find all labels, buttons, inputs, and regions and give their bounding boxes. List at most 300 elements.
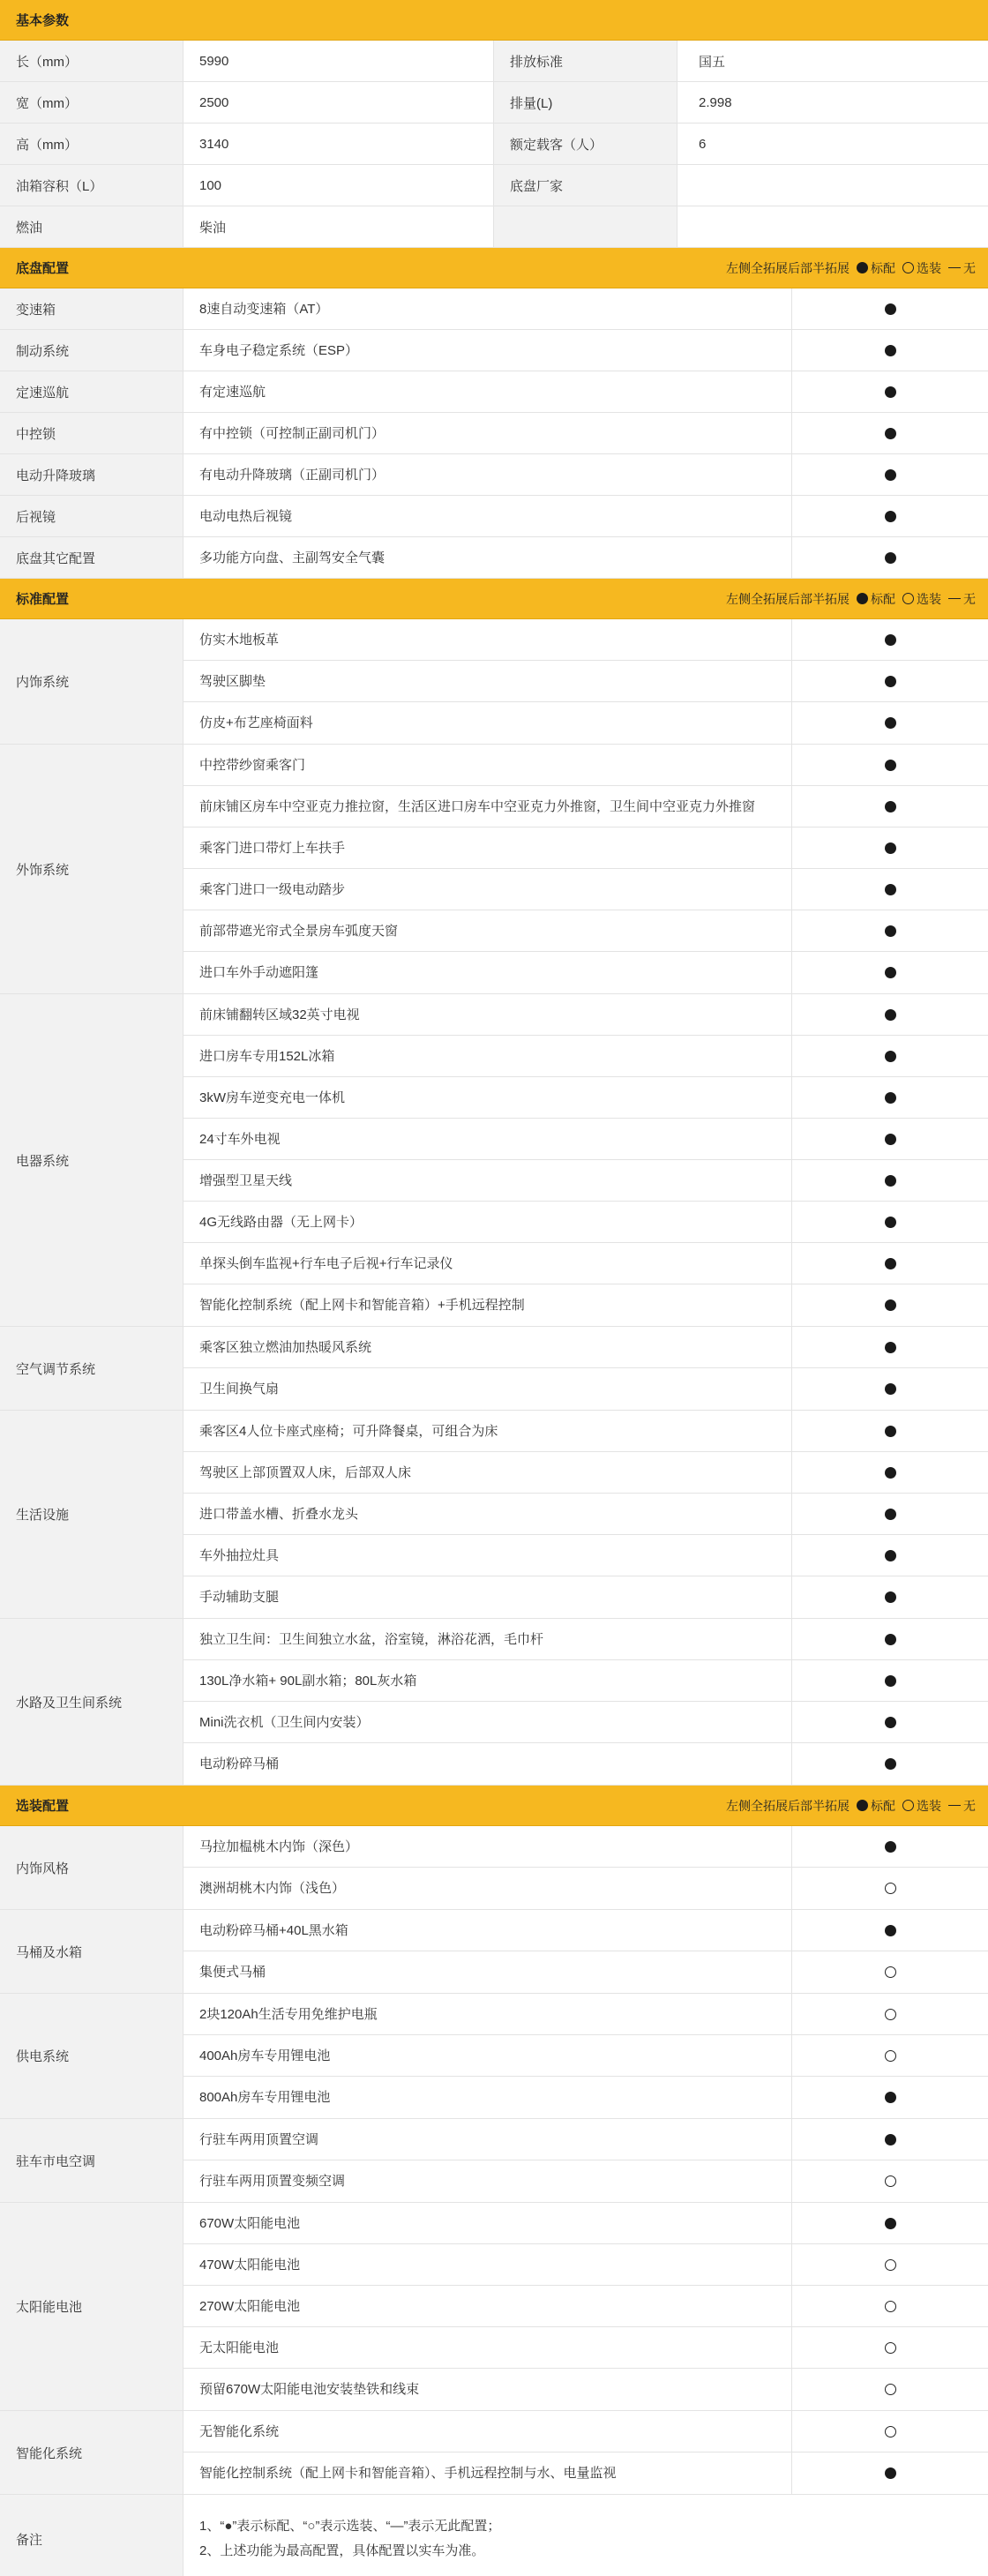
table-row [183, 952, 988, 993]
filled-circle-icon [885, 717, 896, 729]
legend-standard: 标配 [871, 260, 895, 275]
param-value: 5990 [183, 41, 494, 81]
param-value [677, 165, 988, 206]
availability-cell [792, 2077, 988, 2118]
group-label: 马桶及水箱 [0, 1910, 183, 1993]
availability-cell [792, 1452, 988, 1493]
table-row [183, 2369, 988, 2410]
filled-circle-icon [885, 634, 896, 646]
table-row [183, 1119, 988, 1160]
param-label: 底盘厂家 [494, 165, 677, 206]
config-desc: 单探头倒车监视+行车电子后视+行车记录仪 [183, 1243, 792, 1284]
config-desc: 集便式马桶 [183, 1951, 792, 1993]
config-desc: 有中控锁（可控制正副司机门） [183, 413, 792, 453]
param-label: 排放标准 [494, 41, 677, 81]
config-group [0, 1411, 988, 1619]
availability-cell [792, 1243, 988, 1284]
config-desc: 电动电热后视镜 [183, 496, 792, 536]
availability-cell [792, 1160, 988, 1201]
table-row [183, 910, 988, 952]
config-desc: 车外抽拉灶具 [183, 1535, 792, 1576]
table-row [183, 1660, 988, 1702]
table-row [183, 2160, 988, 2202]
table-row [183, 2203, 988, 2244]
availability-cell [792, 1994, 988, 2034]
filled-circle-icon [885, 1634, 896, 1645]
table-row [183, 1368, 988, 1410]
group-items [183, 2203, 988, 2410]
availability-cell [792, 1494, 988, 1534]
table-row [0, 165, 988, 206]
availability-cell [792, 827, 988, 868]
open-circle-icon [885, 2050, 896, 2062]
table-row [0, 41, 988, 82]
filled-circle-icon [885, 2092, 896, 2103]
group-label: 供电系统 [0, 1994, 183, 2118]
group-label: 水路及卫生间系统 [0, 1619, 183, 1785]
filled-circle-icon [885, 1092, 896, 1104]
filled-circle-icon [885, 1051, 896, 1062]
config-desc: 3kW房车逆变充电一体机 [183, 1077, 792, 1118]
group-items [183, 619, 988, 744]
config-desc: 智能化控制系统（配上网卡和智能音箱）、手机远程控制与水、电量监视 [183, 2452, 792, 2494]
param-value [677, 206, 988, 247]
availability-cell [792, 2160, 988, 2202]
basic-section-header [0, 0, 988, 41]
group-items [183, 1826, 988, 1909]
config-group [0, 2203, 988, 2411]
availability-cell [792, 1119, 988, 1159]
open-circle-icon [885, 2426, 896, 2437]
param-label: 燃油 [0, 206, 183, 247]
config-desc: Mini洗衣机（卫生间内安装） [183, 1702, 792, 1742]
legend-standard: 标配 [871, 1798, 895, 1813]
param-label: 高（mm） [0, 124, 183, 164]
table-row [183, 1494, 988, 1535]
filled-circle-icon [885, 925, 896, 937]
group-items [183, 1327, 988, 1410]
legend-optional: 选装 [917, 1798, 941, 1813]
availability-cell [792, 413, 988, 453]
availability-cell [792, 2203, 988, 2243]
config-desc: 独立卫生间：卫生间独立水盆，浴室镜，淋浴花洒，毛巾杆 [183, 1619, 792, 1659]
remark-line-1: 1、“●”表示标配、“○”表示选装、“—”表示无此配置； [199, 2519, 501, 2534]
table-row [183, 702, 988, 744]
remark-line-2: 2、上述功能为最高配置，具体配置以实车为准。 [199, 2543, 485, 2558]
table-row [183, 1202, 988, 1243]
filled-circle-icon [885, 2134, 896, 2145]
filled-circle-icon [885, 1467, 896, 1479]
param-label: 宽（mm） [0, 82, 183, 123]
legend-optional: 选装 [917, 591, 941, 606]
param-value: 柴油 [183, 206, 494, 247]
availability-cell [792, 869, 988, 910]
group-items [183, 1910, 988, 1993]
availability-cell [792, 661, 988, 701]
config-group [0, 1910, 988, 1994]
config-desc: 乘客门进口带灯上车扶手 [183, 827, 792, 868]
config-desc: 驾驶区脚垫 [183, 661, 792, 701]
table-row [183, 994, 988, 1036]
config-label: 电动升降玻璃 [0, 454, 183, 495]
table-row [183, 2411, 988, 2452]
availability-cell [792, 1660, 988, 1701]
availability-cell [792, 2327, 988, 2368]
config-desc: 手动辅助支腿 [183, 1576, 792, 1618]
filled-circle-icon [885, 1758, 896, 1770]
param-value: 2.998 [699, 94, 732, 110]
dash-icon [948, 598, 961, 600]
param-label: 额定载客（人） [494, 124, 677, 164]
filled-circle-icon [885, 1134, 896, 1145]
legend-none: 无 [963, 591, 976, 606]
filled-circle-icon [857, 593, 868, 604]
config-desc: 澳洲胡桃木内饰（浅色） [183, 1868, 792, 1909]
group-label: 外饰系统 [0, 745, 183, 993]
config-label: 制动系统 [0, 330, 183, 371]
config-desc: 电动粉碎马桶 [183, 1743, 792, 1785]
config-desc: 有定速巡航 [183, 371, 792, 412]
config-desc: 乘客门进口一级电动踏步 [183, 869, 792, 910]
config-desc: 800Ah房车专用锂电池 [183, 2077, 792, 2118]
filled-circle-icon [857, 262, 868, 273]
availability-cell [792, 1036, 988, 1076]
config-desc: 400Ah房车专用锂电池 [183, 2035, 792, 2076]
filled-circle-icon [885, 1591, 896, 1603]
availability-cell [792, 496, 988, 536]
config-desc: 270W太阳能电池 [183, 2286, 792, 2326]
table-row [183, 1452, 988, 1494]
group-items [183, 2411, 988, 2494]
availability-cell [792, 1702, 988, 1742]
table-row [183, 661, 988, 702]
standard-section-header [0, 579, 988, 619]
table-row [0, 454, 988, 496]
group-label: 内饰系统 [0, 619, 183, 744]
table-row [183, 869, 988, 910]
availability-cell [792, 2035, 988, 2076]
dash-icon [948, 1805, 961, 1807]
config-label: 中控锁 [0, 413, 183, 453]
availability-cell [792, 454, 988, 495]
config-desc: 前床铺区房车中空亚克力推拉窗，生活区进口房车中空亚克力外推窗，卫生间中空亚克力外推窗 [183, 786, 792, 827]
config-desc: 马拉加榅桃木内饰（深色） [183, 1826, 792, 1867]
open-circle-icon [885, 2175, 896, 2187]
table-row [183, 1327, 988, 1368]
table-row [183, 1619, 988, 1660]
chassis-section-header [0, 248, 988, 288]
table-row [183, 2244, 988, 2286]
filled-circle-icon [885, 303, 896, 315]
config-group [0, 994, 988, 1327]
basic-params-table [0, 41, 988, 248]
availability-cell [792, 1619, 988, 1659]
param-value: 2500 [183, 82, 494, 123]
group-items [183, 1619, 988, 1785]
filled-circle-icon [885, 345, 896, 356]
table-row [183, 1243, 988, 1284]
config-desc: 中控带纱窗乘客门 [183, 745, 792, 785]
group-label: 智能化系统 [0, 2411, 183, 2494]
section-title: 标准配置 [16, 592, 70, 607]
table-row [183, 1702, 988, 1743]
table-row [0, 330, 988, 371]
table-row [183, 786, 988, 827]
config-desc: 行驻车两用顶置空调 [183, 2119, 792, 2160]
legend-note: 左侧全拓展后部半拓展 [726, 1798, 850, 1813]
table-row [183, 2327, 988, 2369]
table-row [0, 206, 988, 248]
group-items [183, 2119, 988, 2202]
table-row [0, 82, 988, 124]
config-desc: 预留670W太阳能电池安装垫铁和线束 [183, 2369, 792, 2410]
group-label: 空气调节系统 [0, 1327, 183, 1410]
table-row [183, 2077, 988, 2118]
open-circle-icon [885, 2009, 896, 2020]
table-row [183, 1411, 988, 1452]
filled-circle-icon [857, 1800, 868, 1811]
config-label: 变速箱 [0, 288, 183, 329]
filled-circle-icon [885, 842, 896, 854]
config-desc: 2块120Ah生活专用免维护电瓶 [183, 1994, 792, 2034]
availability-cell [792, 1576, 988, 1618]
availability-cell [792, 371, 988, 412]
open-circle-icon [885, 1883, 896, 1894]
group-items [183, 994, 988, 1326]
config-group [0, 1826, 988, 1910]
availability-cell [792, 330, 988, 371]
legend-optional: 选装 [917, 260, 941, 275]
filled-circle-icon [885, 1009, 896, 1021]
availability-cell [792, 994, 988, 1035]
param-label: 油箱容积（L） [0, 165, 183, 206]
open-circle-icon [885, 2259, 896, 2271]
config-desc: 进口车外手动遮阳篷 [183, 952, 792, 993]
config-desc: 无太阳能电池 [183, 2327, 792, 2368]
availability-cell [792, 2369, 988, 2410]
availability-cell [792, 619, 988, 660]
open-circle-icon [902, 1800, 914, 1811]
legend-none: 无 [963, 1798, 976, 1813]
table-row [183, 1826, 988, 1868]
legend [726, 1797, 976, 1815]
group-label: 电器系统 [0, 994, 183, 1326]
table-row [183, 745, 988, 786]
config-desc: 驾驶区上部顶置双人床，后部双人床 [183, 1452, 792, 1493]
availability-cell [792, 786, 988, 827]
config-desc: 车身电子稳定系统（ESP） [183, 330, 792, 371]
table-row [183, 2452, 988, 2494]
availability-cell [792, 1535, 988, 1576]
section-title: 基本参数 [16, 13, 70, 28]
filled-circle-icon [885, 469, 896, 481]
availability-cell [792, 1368, 988, 1410]
availability-cell [792, 745, 988, 785]
availability-cell [792, 2286, 988, 2326]
config-desc: 仿实木地板革 [183, 619, 792, 660]
config-desc: 130L净水箱+ 90L副水箱；80L灰水箱 [183, 1660, 792, 1701]
open-circle-icon [902, 262, 914, 273]
remark-label: 备注 [0, 2495, 183, 2576]
config-group [0, 1327, 988, 1411]
config-label: 后视镜 [0, 496, 183, 536]
open-circle-icon [885, 2384, 896, 2395]
config-desc: 前床铺翻转区域32英寸电视 [183, 994, 792, 1035]
legend [726, 590, 976, 608]
section-title: 底盘配置 [16, 261, 70, 276]
filled-circle-icon [885, 1675, 896, 1687]
open-circle-icon [902, 593, 914, 604]
config-group [0, 1619, 988, 1786]
open-circle-icon [885, 2301, 896, 2312]
filled-circle-icon [885, 386, 896, 398]
table-row [0, 413, 988, 454]
legend-standard: 标配 [871, 591, 895, 606]
config-desc: 8速自动变速箱（AT） [183, 288, 792, 329]
filled-circle-icon [885, 1175, 896, 1187]
table-row [183, 1077, 988, 1119]
config-desc: 仿皮+布艺座椅面料 [183, 702, 792, 744]
config-desc: 有电动升降玻璃（正副司机门） [183, 454, 792, 495]
availability-cell [792, 2452, 988, 2494]
config-desc: 电动粉碎马桶+40L黑水箱 [183, 1910, 792, 1951]
group-items [183, 1994, 988, 2118]
filled-circle-icon [885, 552, 896, 564]
group-label: 生活设施 [0, 1411, 183, 1618]
table-row [183, 1284, 988, 1326]
table-row [183, 1994, 988, 2035]
availability-cell [792, 288, 988, 329]
table-row [183, 1910, 988, 1951]
filled-circle-icon [885, 1299, 896, 1311]
table-row [183, 1868, 988, 1909]
table-row [183, 1951, 988, 1993]
legend [726, 259, 976, 277]
filled-circle-icon [885, 801, 896, 812]
param-label: 排量(L) [494, 82, 677, 123]
config-desc: 卫生间换气扇 [183, 1368, 792, 1410]
filled-circle-icon [885, 967, 896, 978]
param-value: 100 [183, 165, 494, 206]
table-row [0, 371, 988, 413]
filled-circle-icon [885, 884, 896, 895]
table-row [0, 496, 988, 537]
table-row [183, 1160, 988, 1202]
availability-cell [792, 1951, 988, 1993]
availability-cell [792, 910, 988, 951]
filled-circle-icon [885, 1383, 896, 1395]
availability-cell [792, 1284, 988, 1326]
optional-section-header [0, 1786, 988, 1826]
availability-cell [792, 2119, 988, 2160]
config-desc: 无智能化系统 [183, 2411, 792, 2452]
config-desc: 进口房车专用152L冰箱 [183, 1036, 792, 1076]
config-desc: 前部带遮光帘式全景房车弧度天窗 [183, 910, 792, 951]
availability-cell [792, 952, 988, 993]
config-desc: 进口带盖水槽、折叠水龙头 [183, 1494, 792, 1534]
config-group [0, 745, 988, 994]
table-row [0, 288, 988, 330]
filled-circle-icon [885, 1717, 896, 1728]
availability-cell [792, 1202, 988, 1242]
config-group [0, 619, 988, 745]
remark-row [0, 2495, 988, 2576]
availability-cell [792, 1826, 988, 1867]
filled-circle-icon [885, 1509, 896, 1520]
config-label: 定速巡航 [0, 371, 183, 412]
availability-cell [792, 1743, 988, 1785]
dash-icon [948, 267, 961, 269]
group-label: 内饰风格 [0, 1826, 183, 1909]
table-row [183, 827, 988, 869]
section-title: 选装配置 [16, 1799, 70, 1814]
config-desc: 增强型卫星天线 [183, 1160, 792, 1201]
table-row [183, 1576, 988, 1618]
availability-cell [792, 1868, 988, 1909]
filled-circle-icon [885, 511, 896, 522]
config-desc: 智能化控制系统（配上网卡和智能音箱）+手机远程控制 [183, 1284, 792, 1326]
filled-circle-icon [885, 1550, 896, 1561]
param-label [494, 206, 677, 247]
config-group [0, 1994, 988, 2119]
group-label: 太阳能电池 [0, 2203, 183, 2410]
table-row [0, 124, 988, 165]
standard-table [0, 619, 988, 1786]
availability-cell [792, 1411, 988, 1451]
filled-circle-icon [885, 760, 896, 771]
availability-cell [792, 1910, 988, 1951]
config-label: 底盘其它配置 [0, 537, 183, 578]
availability-cell [792, 702, 988, 744]
filled-circle-icon [885, 1426, 896, 1437]
filled-circle-icon [885, 1258, 896, 1269]
filled-circle-icon [885, 676, 896, 687]
param-label: 长（mm） [0, 41, 183, 81]
filled-circle-icon [885, 1841, 896, 1853]
param-value: 6 [699, 136, 707, 152]
config-desc: 乘客区4人位卡座式座椅；可升降餐桌，可组合为床 [183, 1411, 792, 1451]
table-row [183, 1036, 988, 1077]
group-label: 驻车市电空调 [0, 2119, 183, 2202]
optional-table [0, 1826, 988, 2495]
config-desc: 多功能方向盘、主副驾安全气囊 [183, 537, 792, 578]
table-row [183, 2035, 988, 2077]
param-value: 3140 [183, 124, 494, 164]
availability-cell [792, 537, 988, 578]
availability-cell [792, 2411, 988, 2452]
config-desc: 乘客区独立燃油加热暖风系统 [183, 1327, 792, 1367]
legend-note: 左侧全拓展后部半拓展 [726, 591, 850, 606]
filled-circle-icon [885, 2467, 896, 2479]
table-row [183, 2119, 988, 2160]
config-group [0, 2411, 988, 2495]
availability-cell [792, 1077, 988, 1118]
open-circle-icon [885, 1966, 896, 1978]
group-items [183, 745, 988, 993]
filled-circle-icon [885, 1925, 896, 1936]
availability-cell [792, 1327, 988, 1367]
filled-circle-icon [885, 1342, 896, 1353]
filled-circle-icon [885, 428, 896, 439]
group-items [183, 1411, 988, 1618]
config-desc: 4G无线路由器（无上网卡） [183, 1202, 792, 1242]
config-desc: 670W太阳能电池 [183, 2203, 792, 2243]
table-row [183, 619, 988, 661]
config-desc: 行驻车两用顶置变频空调 [183, 2160, 792, 2202]
legend-note: 左侧全拓展后部半拓展 [726, 260, 850, 275]
config-group [0, 2119, 988, 2203]
legend-none: 无 [963, 260, 976, 275]
